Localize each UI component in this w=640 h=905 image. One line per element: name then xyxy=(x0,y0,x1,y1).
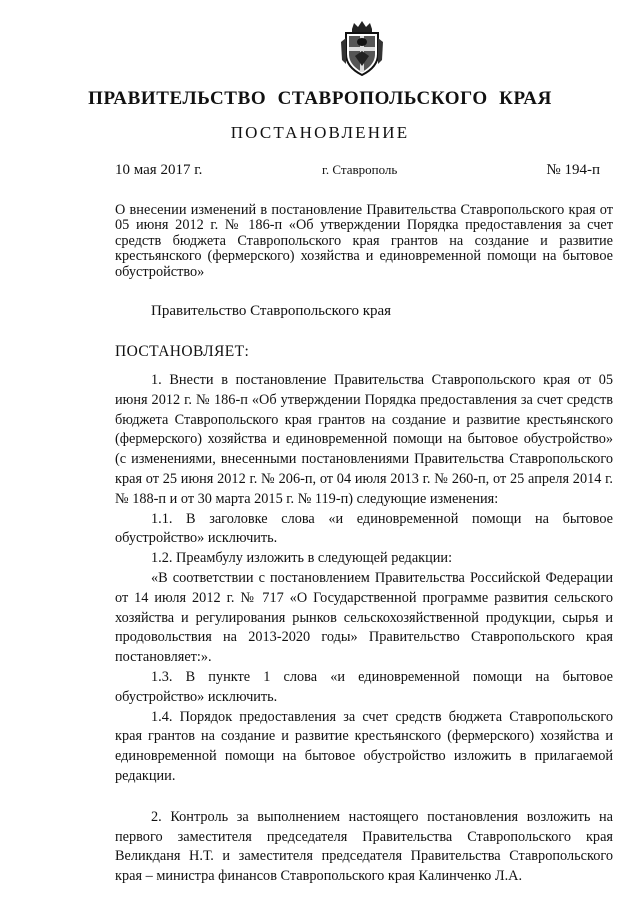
document-city: г. Ставрополь xyxy=(322,162,398,177)
paragraph-1-3: 1.3. В пункте 1 слова «и единовременной помощи на бытовое обустройство» исключить. xyxy=(115,668,613,705)
stavropol-coat-of-arms-icon xyxy=(338,20,386,76)
document-number: № 194-п xyxy=(546,162,600,178)
paragraph-1-4: 1.4. Порядок предоставления за счет средств бюджета Ставропольского края грантов на создание и развитие крестьянского (фермерского) хозяйства и единовременной помощи на бытовое обустройство изложить в прилагаемой редакции. xyxy=(115,708,613,784)
government-title: ПРАВИТЕЛЬСТВО СТАВРОПОЛЬСКОГО КРАЯ xyxy=(88,88,552,109)
document-date: 10 мая 2017 г. xyxy=(115,162,203,178)
document-body xyxy=(115,371,613,887)
decree-word: ПОСТАНОВЛЯЕТ: xyxy=(115,343,250,360)
document-type: ПОСТАНОВЛЕНИЕ xyxy=(230,123,410,142)
paragraph-1-1: 1.1. В заголовке слова «и единовременной помощи на бытовое обустройство» исключить. xyxy=(115,510,613,547)
document-subject: О внесении изменений в постановление Правительства Ставропольского края от 05 июня 2012 г. № 186-п «Об утверждении Порядка предоставления за счет средств бюджета Ставропольского края грантов на создание и развитие крестьянского (фермерского) хозяйства и единовременной помощи на бытовое обустройство» xyxy=(115,202,613,280)
paragraph-1: 1. Внести в постановление Правительства Ставропольского края от 05 июня 2012 г. № 186-п «Об утверждении Порядка предоставления за счет средств бюджета Ставропольского края грантов на создание и развитие крестьянского (фермерского) хозяйства и единовременной помощи на бытовое обустройство» (с изменениями, внесенными постановлениями Правительства Ставропольского края от 25 июня 2012 г. № 206-п, от 04 июля 2013 г. № 260-п, от 25 апреля 2014 г. № 188-п и от 30 марта 2015 г. № 119-п) следующие изменения: xyxy=(115,372,613,507)
paragraph-1-2-quote: «В соответствии с постановлением Правительства Российской Федерации от 14 июля 2012 г. № 717 «О Государственной программе развития сельского хозяйства и регулирования рынков сельскохозяйственной продукции, сырья и продовольствия на 2013-2020 годы» Правительство Ставропольского края постановляет:». xyxy=(115,569,613,666)
preamble: Правительство Ставропольского края xyxy=(151,303,392,319)
paragraph-1-2: 1.2. Преамбулу изложить в следующей редакции: xyxy=(151,550,453,567)
paragraph-2: 2. Контроль за выполнением настоящего постановления возложить на первого заместителя председателя Правительства Ставропольского края Великданя Н.Т. и заместителя председателя Правительства Ставропольского края – министра финансов Ставропольского края Калинченко Л.А. xyxy=(115,808,613,885)
